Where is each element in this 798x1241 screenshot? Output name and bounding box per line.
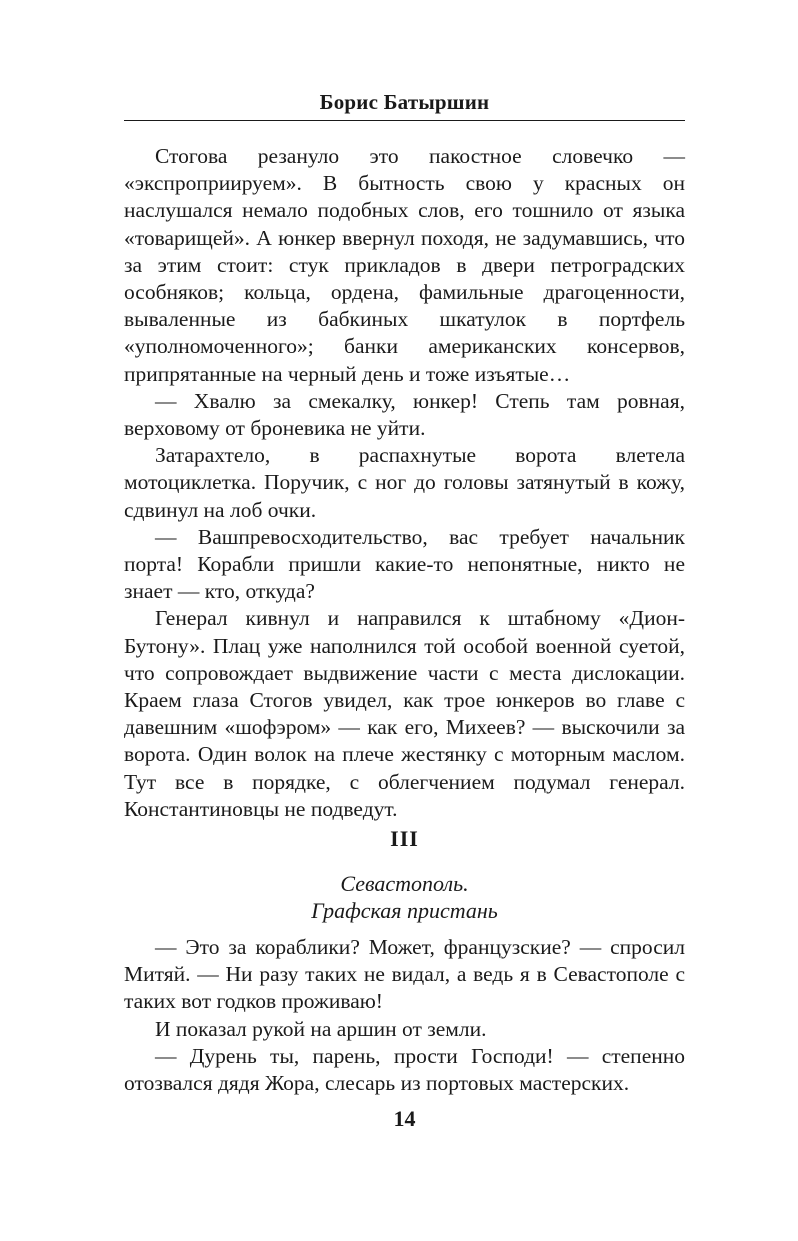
header-rule xyxy=(124,120,685,121)
paragraph: И показал рукой на аршин от земли. xyxy=(155,1016,487,1041)
page-number: 14 xyxy=(393,1106,416,1131)
chapter-subtitle xyxy=(124,870,685,924)
chapter-subtitle-line: Графская пристань xyxy=(311,898,498,923)
chapter-number: III xyxy=(390,826,419,851)
chapter-subtitle-line: Севастополь. xyxy=(340,871,469,896)
main-text-block xyxy=(124,143,685,823)
paragraph: — Вашпревосходительство, вас требует начальник порта! Корабли пришли какие-то непонятные, никто не знает — кто, откуда? xyxy=(124,524,685,604)
paragraph: Генерал кивнул и направился к штабному «Дион-Бутону». Плац уже наполнился той особой военной суетой, что сопровождает выдвижение части с места дислокации. Краем глаза Стогов увидел, как трое юнкеров во главе с давешним «шофэром» — как его, Михеев? — выскочили за ворота. Один волок на плече жестянку с моторным маслом. Тут все в порядке, с облегчением подумал генерал. Константиновцы не подведут. xyxy=(124,606,685,821)
chapter-text-block xyxy=(124,934,685,1097)
paragraph: — Это за кораблики? Может, французские? — спросил Митяй. — Ни разу таких не видал, а ведь я в Севастополе с таких вот годков проживаю! xyxy=(124,935,685,1014)
paragraph: Затарахтело, в распахнутые ворота влетела мотоциклетка. Поручик, с ног до головы затянутый в кожу, сдвинул на лоб очки. xyxy=(124,443,685,522)
running-head-title: Борис Батыршин xyxy=(319,90,490,114)
paragraph: — Хвалю за смекалку, юнкер! Степь там ровная, верховому от броневика не уйти. xyxy=(124,388,685,441)
paragraph: — Дурень ты, парень, прости Господи! — степенно отозвался дядя Жора, слесарь из портовых мастерских. xyxy=(124,1043,685,1096)
paragraph: Стогова резануло это пакостное словечко — «экспроприируем». В бытность свою у красных он наслушался немало подобных слов, его тошнило от языка «товарищей». А юнкер ввернул походя, не задумавшись, что за этим стоит: стук прикладов в двери петроградских особняков; кольца, ордена, фамильные драгоценности, вываленные из бабкиных шкатулок в портфель «уполномоченного»; банки американских консервов, припрятанные на черный день и тоже изъятые… xyxy=(124,144,685,386)
